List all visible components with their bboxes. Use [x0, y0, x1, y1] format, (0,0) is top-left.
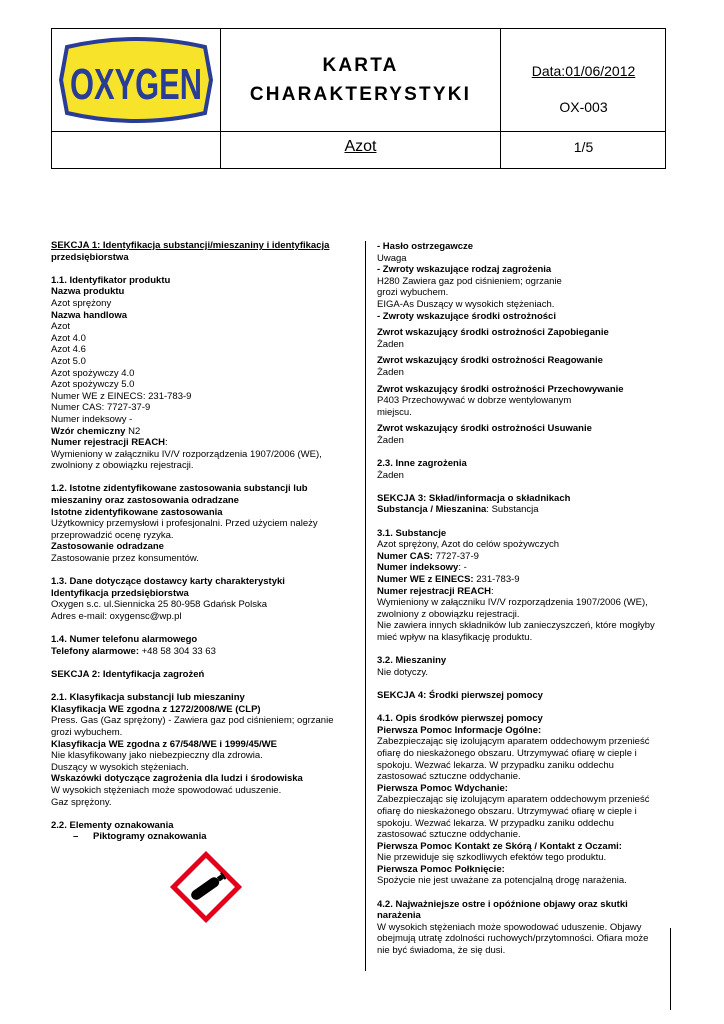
reach-text: Wymieniony w załączniku IV/V rozporządzenia 1907/2006 (WE),: [377, 597, 648, 609]
pictograms-item: [51, 831, 351, 843]
advised-against-label: Zastosowanie odradzane: [51, 541, 164, 553]
title-line-1: KARTA: [322, 55, 399, 76]
trade-name: Azot 4.6: [51, 344, 86, 356]
inhalation-label: Pierwsza Pomoc Wdychanie:: [377, 782, 508, 794]
general-info-text: Zabezpieczając się izolującym aparatem oddechowym przenieść: [377, 736, 650, 748]
precaution-label: - Zwroty wskazujące środki ostrożności: [377, 310, 556, 322]
response-value: Żaden: [377, 366, 404, 378]
substance-name: Azot: [344, 138, 377, 155]
mixtures-value: Nie dotyczy.: [377, 666, 429, 678]
heading-2-1: 2.1. Klasyfikacja substancji lub mieszaniny: [51, 692, 245, 704]
product-name-label: Nazwa produktu: [51, 286, 125, 298]
hints-text: Gaz sprężony.: [51, 796, 112, 808]
inhalation-text: ofiarę do nieskażonego obszaru. Utrzymywać ofiarę w cieple i: [377, 805, 637, 817]
reach-text: mieć wpływ na klasyfikację produktu.: [377, 632, 533, 643]
product-name: Azot sprężony: [51, 297, 112, 309]
heading-2-2: 2.2. Elementy oznakowania: [51, 819, 174, 831]
uses-text: Użytkownicy przemysłowi i profesjonalni. Przed użyciem należy: [51, 518, 318, 530]
cas-value: 7727-37-9: [432, 550, 479, 562]
disposal-value: Żaden: [377, 434, 404, 446]
hints-text: W wysokich stężeniach może spowodować uduszenie.: [51, 784, 282, 796]
document-code: OX-003: [559, 99, 608, 115]
chemical-formula: [51, 426, 351, 438]
prevention-label: Zwrot wskazujący środki ostrożności Zapobieganie: [377, 327, 609, 339]
inhalation-text: zastosować sztuczne oddychanie.: [377, 829, 521, 841]
ec-number: Numer WE z EINECS: 231-783-9: [51, 390, 192, 402]
left-column: [51, 240, 351, 843]
trade-name: Azot: [51, 321, 71, 333]
reach-text: Wymieniony w załączniku IV/V rozporządzenia 1907/2006 (WE),: [51, 448, 322, 460]
logo-text: OXYGEN: [70, 60, 202, 109]
phone-value: +48 58 304 33 63: [139, 645, 216, 657]
reach-text: Nie zawiera innych składników lub zanieczyszczeń, które mogłyby: [377, 620, 655, 632]
reach-label: Numer rejestracji REACH: [51, 437, 166, 449]
cas-number: [377, 551, 667, 563]
disposal-label: Zwrot wskazujący środki ostrożności Usuwanie: [377, 423, 592, 435]
substance-type: [377, 504, 667, 516]
heading-2-3: 2.3. Inne zagrożenia: [377, 458, 467, 470]
trade-name-label: Nazwa handlowa: [51, 309, 128, 321]
index-label: Numer indeksowy: [377, 562, 459, 574]
hazard-statement: EIGA-As Duszący w wysokich stężeniach.: [377, 298, 555, 310]
inhalation-text: Zabezpieczając się izolującym aparatem oddechowym przenieść: [377, 794, 650, 806]
gas-cylinder-pictogram-icon: [167, 848, 245, 926]
date-cell: [501, 29, 666, 131]
heading-1-2: 1.2. Istotne zidentyfikowane zastosowania substancji lub: [51, 483, 308, 495]
signal-word-label: - Hasło ostrzegawcze: [377, 241, 474, 252]
reach-text: zwolniony z obowiązku rejestracji.: [51, 460, 194, 472]
margin-line: [670, 928, 671, 1010]
column-separator: [365, 241, 366, 971]
clp-text: Press. Gas (Gaz sprężony) - Zawiera gaz pod ciśnieniem; ogrzanie: [51, 715, 334, 727]
right-column: [377, 241, 667, 957]
heading-4-1: 4.1. Opis środków pierwszej pomocy: [377, 713, 543, 725]
heading-4-2-cont: narażenia: [377, 910, 421, 922]
directive-label: Klasyfikacja WE zgodna z 67/548/WE i 1999/45/WE: [51, 738, 277, 750]
signal-word: Uwaga: [377, 252, 407, 264]
heading-1-4: 1.4. Numer telefonu alarmowego: [51, 634, 198, 646]
oxygen-logo: [57, 37, 215, 123]
section-2-title: SEKCJA 2: Identyfikacja zagrożeń: [51, 668, 205, 680]
index-number: [377, 562, 667, 574]
company-email: Adres e-mail: oxygensc@wp.pl: [51, 611, 182, 622]
ec-value: 231-783-9: [473, 574, 520, 586]
heading-4-2: 4.2. Najważniejsze ostre i opóźnione objawy oraz skutki: [377, 898, 628, 910]
bullet-dash: –: [73, 831, 79, 843]
symptoms-text: nie być świadoma, że się dusi.: [377, 945, 506, 957]
directive-text: Nie klasyfikowany jako niebezpieczny dla zdrowia.: [51, 750, 263, 762]
general-info-text: spokoju. Wezwać lekarza. W przypadku zaniku oddechu: [377, 759, 614, 771]
cas-number: Numer CAS: 7727-37-9: [51, 402, 151, 414]
general-info-text: zastosować sztuczne oddychanie.: [377, 771, 521, 783]
uses-text: przeprowadzić ocenę ryzyka.: [51, 529, 174, 541]
inhalation-text: spokoju. Wezwać lekarza. W przypadku zaniku oddechu: [377, 817, 614, 829]
trade-name: Azot spożywczy 5.0: [51, 379, 135, 391]
heading-3-2: 3.2. Mieszaniny: [377, 655, 447, 667]
section-1-title: SEKCJA 1: Identyfikacja substancji/mieszaniny i identyfikacja: [51, 240, 330, 251]
reach-colon: :: [491, 585, 494, 597]
reach-colon: :: [165, 437, 168, 449]
substance-text: Azot sprężony, Azot do celów spożywczych: [377, 539, 559, 551]
reach-number: [377, 586, 667, 598]
hazard-statement: H280 Zawiera gaz pod ciśnieniem; ogrzanie: [377, 275, 562, 287]
advised-against-text: Zastosowanie przez konsumentów.: [51, 553, 199, 565]
phone-label: Telefony alarmowe:: [51, 645, 139, 657]
reach-number: [51, 437, 351, 449]
skin-eye-label: Pierwsza Pomoc Kontakt ze Skórą / Kontakt z Oczami:: [377, 840, 622, 852]
document-date: Data:01/06/2012: [531, 63, 636, 79]
trade-name: Azot 5.0: [51, 355, 86, 367]
company-address: Oxygen s.c. ul.Siennicka 25 80-958 Gdańsk Polska: [51, 599, 267, 611]
heading-1-2-cont: mieszaniny oraz zastosowania odradzane: [51, 495, 239, 507]
symptoms-text: obejmują utratę zdolności ruchowych/przytomności. Ofiara może: [377, 933, 649, 945]
document-header: [51, 28, 666, 169]
index-value: : -: [458, 562, 467, 574]
clp-label: Klasyfikacja WE zgodna z 1272/2008/WE (CLP): [51, 703, 261, 715]
hazard-statement: grozi wybuchem.: [377, 287, 449, 299]
reach-text: zwolniony z obowiązku rejestracji.: [377, 608, 520, 620]
storage-text: miejscu.: [377, 406, 412, 418]
hints-label: Wskazówki dotyczące zagrożenia dla ludzi i środowiska: [51, 773, 303, 785]
formula-label: Wzór chemiczny: [51, 425, 126, 437]
heading-1-1: 1.1. Identyfikator produktu: [51, 274, 171, 286]
substance-type-value: : Substancja: [486, 504, 539, 516]
storage-text: P403 Przechowywać w dobrze wentylowanym: [377, 395, 572, 407]
ec-label: Numer WE z EINECS:: [377, 574, 474, 586]
trade-name: Azot 4.0: [51, 332, 86, 344]
general-info-label: Pierwsza Pomoc Informacje Ogólne:: [377, 724, 542, 736]
section-3-title: SEKCJA 3: Skład/informacja o składnikach: [377, 492, 571, 504]
formula-value: N2: [125, 425, 141, 437]
general-info-text: ofiarę do nieskażonego obszaru. Utrzymywać ofiarę w cieple i: [377, 747, 637, 759]
prevention-value: Żaden: [377, 338, 404, 350]
storage-label: Zwrot wskazujący środki ostrożności Przechowywanie: [377, 383, 624, 395]
company-logo: [52, 29, 220, 131]
skin-eye-text: Nie przewiduje się szkodliwych efektów tego produktu.: [377, 852, 607, 864]
ingestion-label: Pierwsza Pomoc Połknięcie:: [377, 863, 505, 875]
cas-label: Numer CAS:: [377, 550, 433, 562]
clp-text: grozi wybuchem.: [51, 726, 123, 738]
ec-number: [377, 574, 667, 586]
pictograms-label: Piktogramy oznakowania: [93, 831, 207, 843]
heading-3-1: 3.1. Substancje: [377, 527, 447, 539]
reach-label: Numer rejestracji REACH: [377, 585, 492, 597]
uses-label: Istotne zidentyfikowane zastosowania: [51, 506, 223, 518]
company-label: Identyfikacja przedsiębiorstwa: [51, 587, 189, 599]
section-1-title-cont: przedsiębiorstwa: [51, 251, 129, 263]
heading-1-3: 1.3. Dane dotyczące dostawcy karty charakterystyki: [51, 576, 285, 588]
index-number: Numer indeksowy -: [51, 413, 133, 425]
title-line-2: CHARAKTERYSTYKI: [249, 84, 472, 105]
response-label: Zwrot wskazujący środki ostrożności Reagowanie: [377, 355, 603, 367]
document-title: [221, 29, 500, 131]
substance-cell: [221, 132, 500, 168]
emergency-phone: [51, 646, 351, 658]
substance-type-label: Substancja / Mieszanina: [377, 504, 487, 516]
section-4-title: SEKCJA 4: Środki pierwszej pomocy: [377, 689, 543, 701]
page-cell: [501, 132, 666, 168]
ingestion-text: Spożycie nie jest uważane za potencjalną drogę narażenia.: [377, 875, 627, 887]
trade-name: Azot spożywczy 4.0: [51, 367, 135, 379]
symptoms-text: W wysokich stężeniach może spowodować uduszenie. Objawy: [377, 921, 642, 933]
other-hazards-value: Żaden: [377, 469, 404, 481]
page-number: 1/5: [573, 139, 594, 155]
directive-text: Duszący w wysokich stężeniach.: [51, 761, 189, 773]
hazard-statements-label: - Zwroty wskazujące rodzaj zagrożenia: [377, 264, 552, 276]
